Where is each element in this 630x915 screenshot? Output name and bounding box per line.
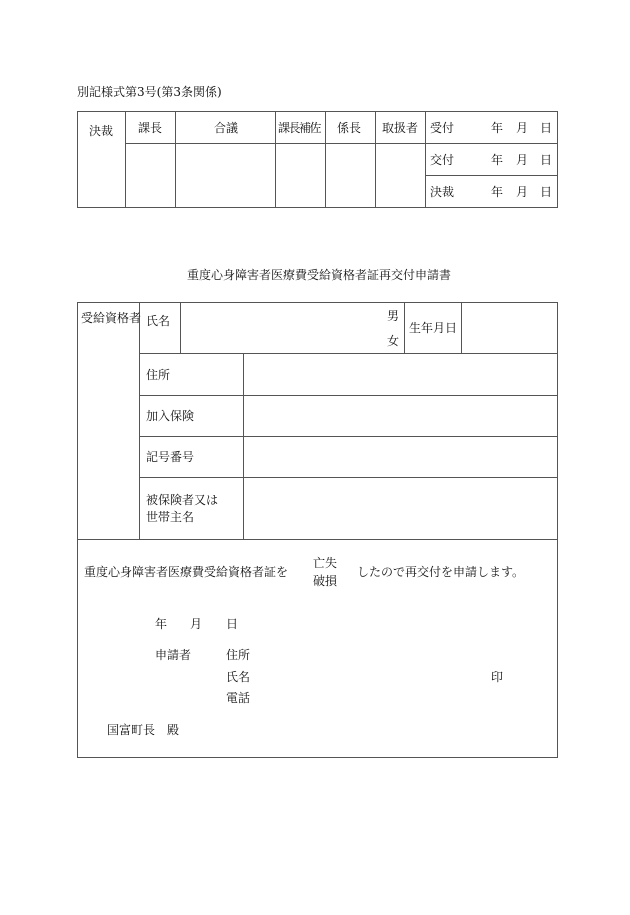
- address-input[interactable]: [244, 354, 557, 395]
- date-row-label: 交付: [430, 153, 455, 167]
- insured-label-line1: 被保険者又は: [146, 493, 219, 507]
- qualified-person-label: 受給資格者: [81, 311, 142, 325]
- insurance-input[interactable]: [244, 396, 557, 436]
- applicant-address-label: 住所: [226, 648, 251, 662]
- symbol-number-label: 記号番号: [146, 450, 195, 464]
- insurance-label: 加入保険: [146, 409, 195, 423]
- date-row-label: 決裁: [430, 185, 455, 199]
- date-row-label: 受付: [430, 121, 455, 135]
- date-month: 月: [516, 153, 529, 167]
- insured-name-input[interactable]: [244, 478, 557, 539]
- statement-suffix: したので再交付を申請します。: [357, 565, 525, 579]
- applicant-label: 申請者: [155, 648, 192, 662]
- approval-label-handler: 取扱者: [382, 121, 419, 135]
- addressee: 国富町長 殿: [107, 723, 180, 737]
- option-lost[interactable]: 亡失: [313, 556, 338, 570]
- form-number: 別記様式第3号(第3条関係): [77, 85, 222, 99]
- option-damaged[interactable]: 破損: [313, 574, 338, 588]
- name-input[interactable]: [181, 303, 381, 353]
- applicant-phone-label: 電話: [226, 691, 251, 705]
- date-year: 年: [491, 121, 504, 135]
- form-title: 重度心身障害者医療費受給資格者証再交付申請書: [187, 268, 452, 282]
- date-month: 月: [516, 185, 529, 199]
- insured-label-line2: 世帯主名: [146, 510, 195, 524]
- birthdate-input[interactable]: [462, 303, 557, 353]
- date-year: 年: [491, 153, 504, 167]
- apply-day: 日: [226, 617, 239, 631]
- sex-female[interactable]: 女: [387, 334, 400, 348]
- date-day: 日: [540, 121, 553, 135]
- sex-male[interactable]: 男: [387, 309, 400, 323]
- name-label: 氏名: [146, 314, 171, 328]
- date-day: 日: [540, 185, 553, 199]
- approval-label-deputy-chief: 課長補佐: [278, 121, 321, 135]
- birthdate-label: 生年月日: [409, 321, 458, 335]
- apply-year: 年: [155, 617, 168, 631]
- date-year: 年: [491, 185, 504, 199]
- applicant-name-label: 氏名: [226, 670, 251, 684]
- approval-label-consultation: 合議: [214, 121, 239, 135]
- symbol-number-input[interactable]: [244, 437, 557, 477]
- apply-month: 月: [190, 617, 203, 631]
- statement-prefix: 重度心身障害者医療費受給資格者証を: [84, 565, 289, 579]
- approval-label-subsection-chief: 係長: [337, 121, 362, 135]
- date-day: 日: [540, 153, 553, 167]
- address-label: 住所: [146, 368, 171, 382]
- approval-label-section-chief: 課長: [138, 121, 163, 135]
- seal-mark: 印: [491, 670, 504, 684]
- date-month: 月: [516, 121, 529, 135]
- approval-label-decision: 決裁: [89, 124, 114, 138]
